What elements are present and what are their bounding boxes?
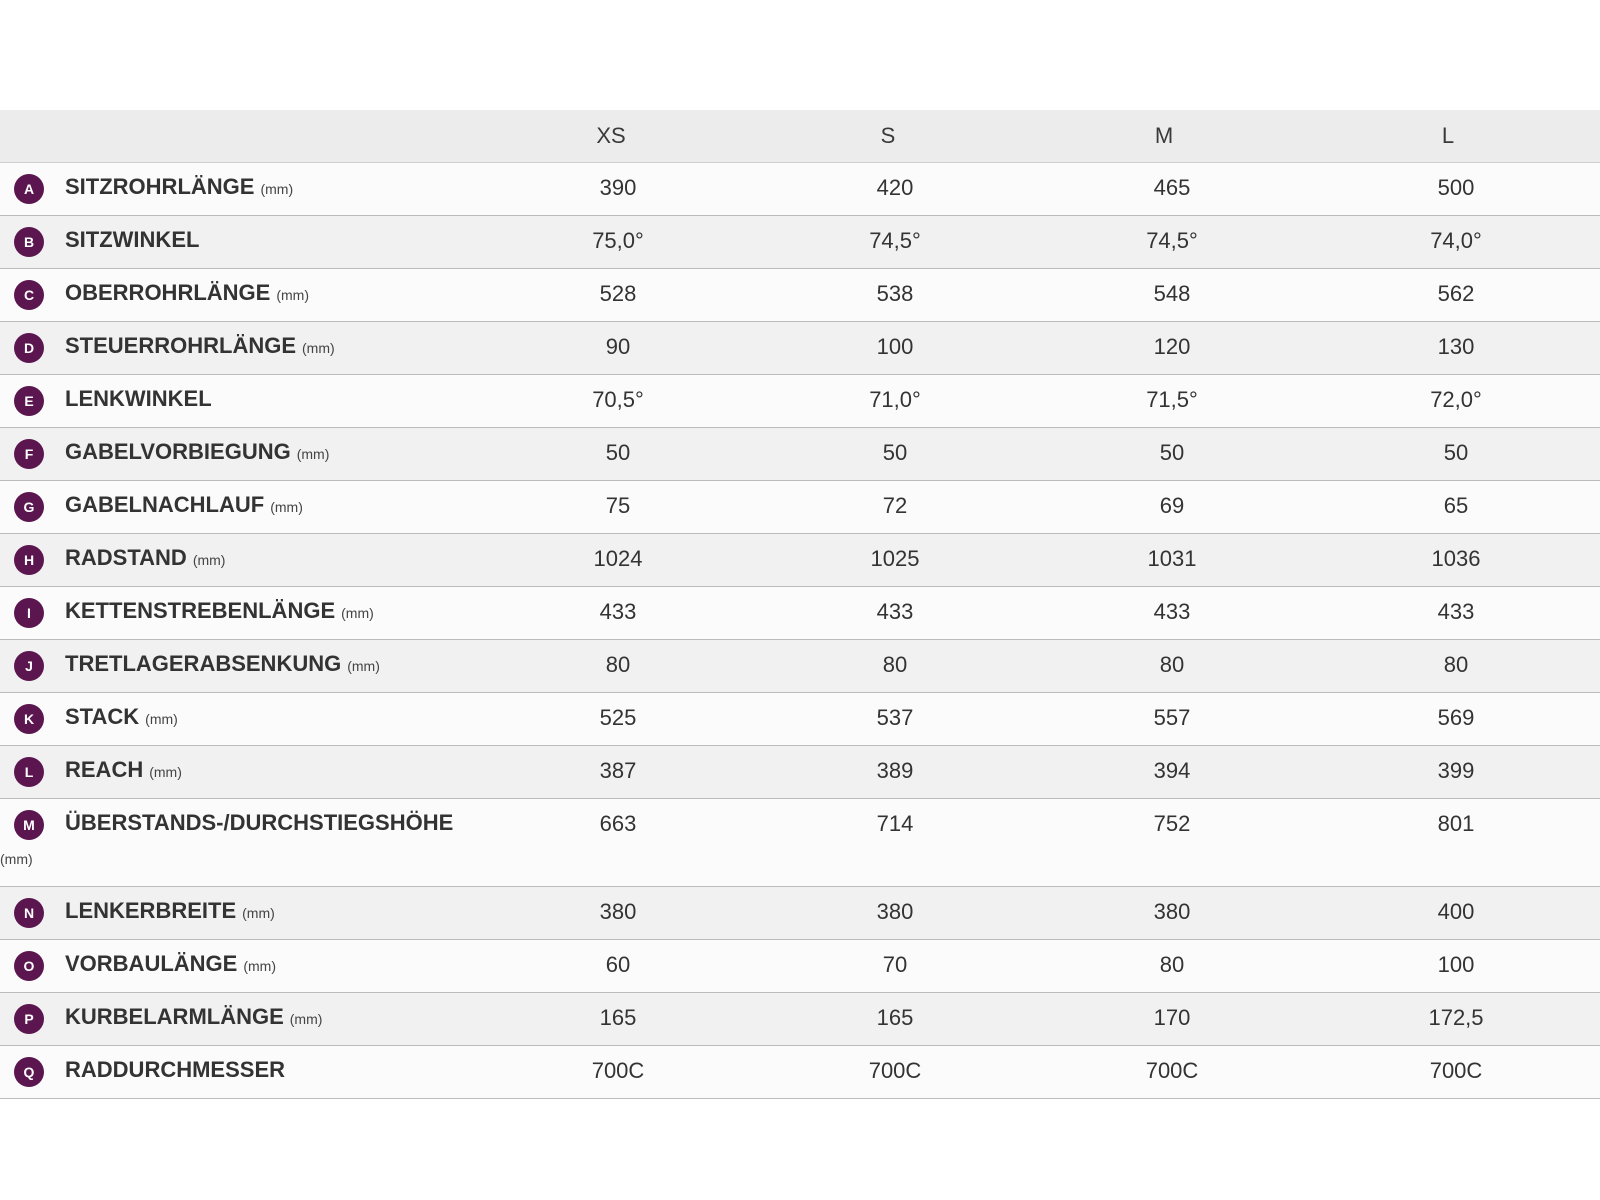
value-l: 569 [1437,705,1475,730]
value-m: 465 [1153,175,1191,200]
row-label-text: GABELNACHLAUF [65,492,265,517]
row-label [65,216,199,268]
table-row [0,375,1600,428]
value-xs: 433 [599,599,637,624]
row-label [65,1046,285,1098]
value-m: 548 [1153,281,1191,306]
row-unit: (mm) [341,605,374,621]
row-letter-badge: D [14,333,44,363]
row-label [65,428,329,480]
geometry-table [0,110,1600,1099]
row-unit: (mm) [296,446,330,462]
value-s: 714 [876,811,914,836]
value-s: 538 [876,281,914,306]
row-letter-badge: J [14,651,44,681]
value-s: 165 [876,1005,914,1030]
value-s: 700C [868,1058,922,1083]
value-s: 72 [882,493,908,518]
row-unit: (mm) [270,499,303,515]
row-label-text: LENKERBREITE [65,898,237,923]
row-letter-badge: H [14,545,44,575]
table-row [0,163,1600,216]
value-s: 537 [876,705,914,730]
value-s: 1025 [870,546,920,571]
row-label [65,587,374,639]
row-label-text: REACH [65,757,144,782]
value-m: 752 [1153,811,1191,836]
row-label-text: RADSTAND [65,545,187,570]
row-label [65,534,225,586]
value-l: 1036 [1431,546,1481,571]
row-letter-badge: I [14,598,44,628]
row-label-text: STACK [65,704,140,729]
row-letter-badge: G [14,492,44,522]
row-letter-badge: Q [14,1057,44,1087]
value-xs: 75,0° [592,228,644,253]
value-s: 70 [882,952,908,977]
value-xs: 380 [599,899,637,924]
value-s: 80 [882,652,908,677]
value-m: 80 [1159,952,1185,977]
value-l: 172,5 [1428,1005,1484,1030]
row-label [65,375,212,427]
table-row [0,481,1600,534]
value-m: 50 [1159,440,1185,465]
row-unit: (mm) [0,851,33,867]
row-letter-badge: M [14,810,44,840]
value-m: 71,5° [1146,387,1198,412]
value-m: 394 [1153,758,1191,783]
row-label-text: KURBELARMLÄNGE [65,1004,284,1029]
value-m: 380 [1153,899,1191,924]
row-unit: (mm) [347,658,380,674]
table-row [0,693,1600,746]
row-letter-badge: F [14,439,44,469]
value-xs: 60 [605,952,631,977]
value-xs: 663 [599,811,637,836]
row-label [65,940,276,992]
value-s: 74,5° [869,228,921,253]
value-l: 500 [1437,175,1475,200]
value-m: 433 [1153,599,1191,624]
table-row [0,1046,1600,1099]
row-unit: (mm) [302,340,335,356]
row-unit: (mm) [243,958,276,974]
size-header-m: M [1154,123,1174,148]
row-unit: (mm) [260,181,294,197]
row-label [65,322,335,374]
row-letter-badge: B [14,227,44,257]
row-label [65,746,182,798]
row-unit: (mm) [289,1011,323,1027]
table-row [0,216,1600,269]
row-label-text: GABELVORBIEGUNG [65,439,291,464]
row-letter-badge: K [14,704,44,734]
value-l: 700C [1429,1058,1483,1083]
row-letter-badge: O [14,951,44,981]
row-letter-badge: E [14,386,44,416]
value-m: 69 [1159,493,1185,518]
value-xs: 75 [605,493,631,518]
table-row [0,799,1600,887]
row-label [65,640,380,692]
row-letter-badge: C [14,280,44,310]
value-l: 399 [1437,758,1475,783]
value-xs: 165 [599,1005,637,1030]
value-s: 380 [876,899,914,924]
row-label-text: TRETLAGERABSENKUNG [65,651,342,676]
row-unit: (mm) [149,764,182,780]
value-l: 801 [1437,811,1475,836]
row-label-text: ÜBERSTANDS-/DURCHSTIEGSHÖHE [65,810,454,835]
row-label [65,993,322,1045]
row-label-text: KETTENSTREBENLÄNGE [65,598,336,623]
row-label-text: SITZWINKEL [65,227,200,252]
row-label [65,163,293,215]
value-m: 170 [1153,1005,1191,1030]
row-label [65,799,453,851]
value-l: 562 [1437,281,1475,306]
table-row [0,534,1600,587]
value-l: 72,0° [1430,387,1482,412]
table-row [0,746,1600,799]
table-row [0,587,1600,640]
value-s: 100 [876,334,914,359]
table-row [0,428,1600,481]
size-header-s: S [880,123,896,148]
value-s: 71,0° [869,387,921,412]
table-row [0,640,1600,693]
row-letter-badge: N [14,898,44,928]
table-header [0,110,1600,163]
size-header-xs: XS [596,123,626,148]
value-m: 557 [1153,705,1191,730]
value-xs: 390 [599,175,637,200]
value-m: 120 [1153,334,1191,359]
value-xs: 528 [599,281,637,306]
value-xs: 80 [605,652,631,677]
value-s: 50 [882,440,908,465]
row-letter-badge: L [14,757,44,787]
value-xs: 90 [605,334,631,359]
row-label-text: OBERROHRLÄNGE [65,280,271,305]
row-label [65,481,303,533]
row-label-text: LENKWINKEL [65,386,212,411]
value-s: 420 [876,175,914,200]
value-m: 74,5° [1146,228,1198,253]
value-xs: 387 [599,758,637,783]
row-unit: (mm) [192,552,226,568]
row-unit: (mm) [145,711,178,727]
row-unit: (mm) [276,287,309,303]
row-letter-badge: P [14,1004,44,1034]
value-xs: 700C [591,1058,645,1083]
size-header-l: L [1441,123,1455,148]
row-label [65,693,178,745]
value-m: 80 [1159,652,1185,677]
row-letter-badge: A [14,174,44,204]
table-row [0,887,1600,940]
value-xs: 50 [605,440,631,465]
value-l: 80 [1443,652,1469,677]
value-s: 433 [876,599,914,624]
value-l: 74,0° [1430,228,1482,253]
value-l: 50 [1443,440,1469,465]
row-label [65,269,309,321]
table-row [0,993,1600,1046]
value-l: 433 [1437,599,1475,624]
table-row [0,269,1600,322]
value-s: 389 [876,758,914,783]
table-row [0,940,1600,993]
row-label-text: SITZROHRLÄNGE [65,174,255,199]
row-label-text: VORBAULÄNGE [65,951,238,976]
value-l: 65 [1443,493,1469,518]
value-l: 130 [1437,334,1475,359]
table-row [0,322,1600,375]
value-xs: 1024 [593,546,643,571]
value-xs: 525 [599,705,637,730]
row-label-text: STEUERROHRLÄNGE [65,333,297,358]
value-xs: 70,5° [592,387,644,412]
value-m: 1031 [1147,546,1197,571]
row-unit: (mm) [242,905,275,921]
row-label [65,887,275,939]
value-m: 700C [1145,1058,1199,1083]
value-l: 400 [1437,899,1475,924]
row-label-text: RADDURCHMESSER [65,1057,286,1082]
value-l: 100 [1437,952,1475,977]
